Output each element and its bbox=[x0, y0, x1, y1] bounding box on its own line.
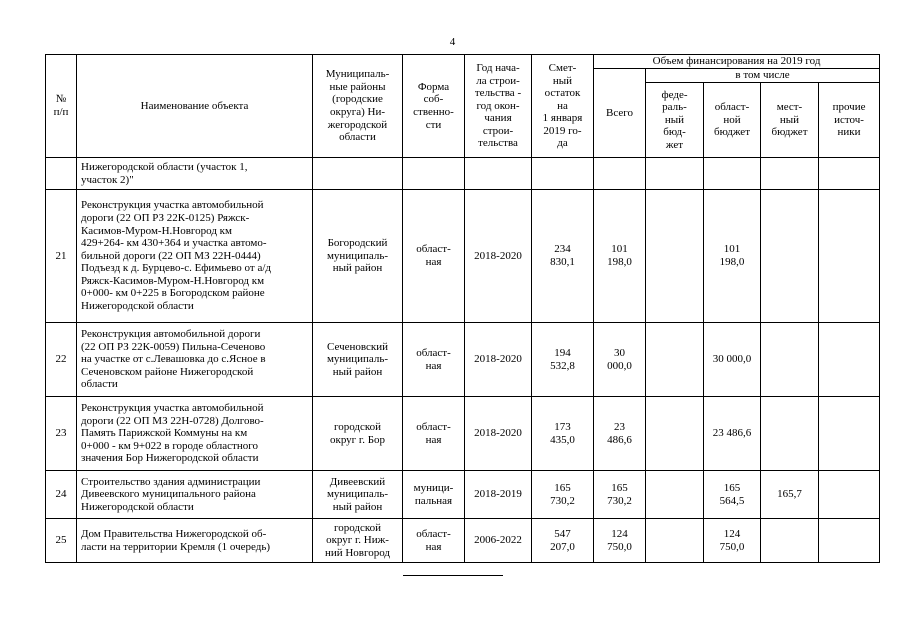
cell-years bbox=[465, 158, 532, 190]
cell-ownership bbox=[403, 158, 465, 190]
cell-num: 21 bbox=[46, 190, 77, 323]
cell-regional: 101 198,0 bbox=[704, 190, 761, 323]
cell-years: 2018-2020 bbox=[465, 397, 532, 471]
cell-years: 2018-2020 bbox=[465, 323, 532, 397]
page-number: 4 bbox=[449, 36, 456, 48]
cell-federal bbox=[646, 519, 704, 563]
footer-divider bbox=[403, 575, 503, 576]
table-row bbox=[46, 190, 880, 323]
cell-district: городской округ г. Ниж- ний Новгород bbox=[313, 519, 403, 563]
table-row bbox=[46, 519, 880, 563]
cell-district: Сеченовский муниципаль- ный район bbox=[313, 323, 403, 397]
cell-local bbox=[761, 190, 819, 323]
header-local: мест- ный бюджет bbox=[761, 83, 819, 158]
cell-regional: 165 564,5 bbox=[704, 471, 761, 519]
cell-name: Реконструкция участка автомобильной дороги (22 ОП МЗ 22Н-0728) Долгово- Память Парижской Коммуны на км 0+000 - км 9+022 в городе областного значения Бор Нижегородской области bbox=[77, 397, 313, 471]
cell-name: Реконструкция участка автомобильной дороги (22 ОП РЗ 22К-0125) Ряжск- Касимов-Муром-Н.Новгород км 429+264- км 430+364 и участка автомо- бильной дороги (22 ОП МЗ 22Н-0444) Подъезд к д. Бурцево-с. Ефимьево от а/д Ряжск-Касимов-Муром-Н.Новгород км 0+000- км 0+225 в Богородском районе Нижегородской области bbox=[77, 190, 313, 323]
cell-num: 22 bbox=[46, 323, 77, 397]
cell-federal bbox=[646, 323, 704, 397]
header-federal: феде- раль- ный бюд- жет bbox=[646, 83, 704, 158]
cell-other bbox=[819, 158, 880, 190]
cell-ownership: област- ная bbox=[403, 519, 465, 563]
cell-federal bbox=[646, 397, 704, 471]
cell-total: 23 486,6 bbox=[594, 397, 646, 471]
cell-regional: 124 750,0 bbox=[704, 519, 761, 563]
cell-district: Дивеевский муниципаль- ный район bbox=[313, 471, 403, 519]
cell-local bbox=[761, 397, 819, 471]
cell-years: 2006-2022 bbox=[465, 519, 532, 563]
cell-total: 124 750,0 bbox=[594, 519, 646, 563]
cell-name: Реконструкция автомобильной дороги (22 ОП РЗ 22К-0059) Пильна-Сеченово на участке от с.Левашовка до с.Ясное в Сеченовском районе Нижегородской области bbox=[77, 323, 313, 397]
header-remainder: Смет- ный остаток на 1 января 2019 го- да bbox=[532, 55, 594, 158]
header-years: Год нача- ла строи- тельства - год окон- чания строи- тельства bbox=[465, 55, 532, 158]
cell-other bbox=[819, 519, 880, 563]
cell-regional: 23 486,6 bbox=[704, 397, 761, 471]
cell-remainder: 547 207,0 bbox=[532, 519, 594, 563]
cell-total bbox=[594, 158, 646, 190]
cell-other bbox=[819, 323, 880, 397]
cell-local bbox=[761, 158, 819, 190]
header-regional: област- ной бюджет bbox=[704, 83, 761, 158]
cell-num bbox=[46, 158, 77, 190]
cell-district: городской округ г. Бор bbox=[313, 397, 403, 471]
cell-years: 2018-2019 bbox=[465, 471, 532, 519]
cell-num: 24 bbox=[46, 471, 77, 519]
header-ownership: Форма соб- ственно- сти bbox=[403, 55, 465, 158]
cell-name: Нижегородской области (участок 1, участок 2)" bbox=[77, 158, 313, 190]
cell-ownership: област- ная bbox=[403, 190, 465, 323]
cell-ownership: муници- пальная bbox=[403, 471, 465, 519]
header-financing: Объем финансирования на 2019 год bbox=[594, 55, 880, 69]
cell-regional: 30 000,0 bbox=[704, 323, 761, 397]
cell-local bbox=[761, 519, 819, 563]
cell-name: Строительство здания администрации Дивеевского муниципального района Нижегородской области bbox=[77, 471, 313, 519]
cell-remainder bbox=[532, 158, 594, 190]
cell-ownership: област- ная bbox=[403, 323, 465, 397]
header-total: Всего bbox=[594, 69, 646, 158]
cell-remainder: 165 730,2 bbox=[532, 471, 594, 519]
table-row bbox=[46, 397, 880, 471]
cell-years: 2018-2020 bbox=[465, 190, 532, 323]
cell-regional bbox=[704, 158, 761, 190]
header-district: Муниципаль- ные районы (городские округа) Ни- жегородской области bbox=[313, 55, 403, 158]
table-header bbox=[46, 55, 880, 158]
cell-num: 23 bbox=[46, 397, 77, 471]
cell-total: 165 730,2 bbox=[594, 471, 646, 519]
financing-table bbox=[45, 54, 880, 563]
header-name: Наименование объекта bbox=[77, 55, 313, 158]
table-row bbox=[46, 158, 880, 190]
table-row bbox=[46, 323, 880, 397]
cell-total: 30 000,0 bbox=[594, 323, 646, 397]
cell-other bbox=[819, 190, 880, 323]
cell-remainder: 173 435,0 bbox=[532, 397, 594, 471]
cell-remainder: 234 830,1 bbox=[532, 190, 594, 323]
cell-federal bbox=[646, 190, 704, 323]
cell-federal bbox=[646, 471, 704, 519]
cell-local bbox=[761, 323, 819, 397]
table-row bbox=[46, 471, 880, 519]
cell-other bbox=[819, 471, 880, 519]
cell-district bbox=[313, 158, 403, 190]
cell-federal bbox=[646, 158, 704, 190]
header-num: № п/п bbox=[46, 55, 77, 158]
cell-local: 165,7 bbox=[761, 471, 819, 519]
table-body bbox=[46, 158, 880, 563]
header-including: в том числе bbox=[646, 69, 880, 83]
cell-other bbox=[819, 397, 880, 471]
cell-ownership: област- ная bbox=[403, 397, 465, 471]
cell-district: Богородский муниципаль- ный район bbox=[313, 190, 403, 323]
cell-remainder: 194 532,8 bbox=[532, 323, 594, 397]
cell-name: Дом Правительства Нижегородской об- ласти на территории Кремля (1 очередь) bbox=[77, 519, 313, 563]
header-other: прочие источ- ники bbox=[819, 83, 880, 158]
cell-total: 101 198,0 bbox=[594, 190, 646, 323]
cell-num: 25 bbox=[46, 519, 77, 563]
